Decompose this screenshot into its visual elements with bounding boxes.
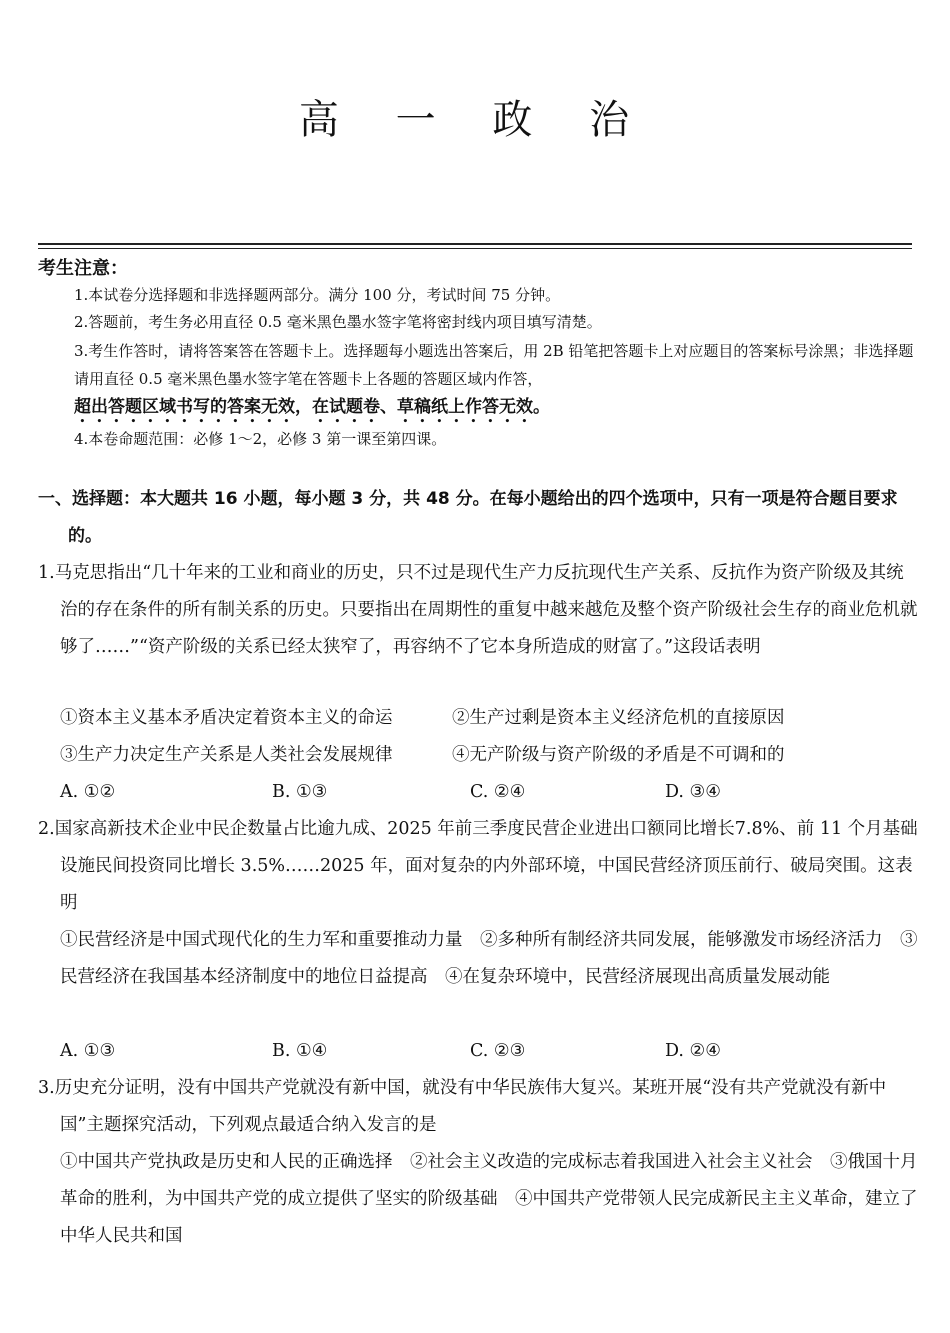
choice-d[interactable]: D. ②④ [665, 1041, 721, 1061]
question-1-statement: ②生产过剩是资本主义经济危机的直接原因 [452, 708, 785, 728]
question-2-statements: ①民营经济是中国式现代化的生力军和重要推动力量 ②多种所有制经济共同发展，能够激发市场经济活力 ③民营经济在我国基本经济制度中的地位日益提高 ④在复杂环境中，民营经济展现出高质量发展动能 [60, 930, 918, 987]
choice-a[interactable]: A. ①③ [60, 1041, 116, 1061]
notice-item-3-emphasis: 超出答题区域书写的答案无效，在试题卷、草稿纸上作答无效。 [74, 397, 550, 417]
choice-d[interactable]: D. ③④ [665, 782, 721, 802]
notice-heading: 考生注意： [38, 258, 128, 279]
choice-c[interactable]: C. ②④ [470, 782, 526, 802]
exam-title: 高 一 政 治 [298, 97, 652, 143]
section-heading: 一、选择题：本大题共 16 小题，每小题 3 分，共 48 分。在每小题给出的四个选项中，只有一项是符合题目要求的。 [38, 489, 898, 546]
header-rule-thin [38, 248, 912, 249]
notice-item-4: 4.本卷命题范围：必修 1～2，必修 3 第一课至第四课。 [74, 430, 447, 448]
question-1-statement: ①资本主义基本矛盾决定着资本主义的命运 [60, 708, 393, 728]
choice-a[interactable]: A. ①② [60, 782, 116, 802]
notice-item-3-text: 3.考生作答时，请将答案答在答题卡上。选择题每小题选出答案后，用 2B 铅笔把答题卡上对应题目的答案标号涂黑；非选择题请用直径 0.5 毫米黑色墨水签字笔在答题卡上各题的答题区域内作答， [74, 342, 914, 388]
choice-c[interactable]: C. ②③ [470, 1041, 526, 1061]
choice-b[interactable]: B. ①③ [272, 782, 328, 802]
question-1-statement: ③生产力决定生产关系是人类社会发展规律 [60, 745, 393, 765]
header-rule-thick [38, 243, 912, 245]
notice-item-3 [74, 337, 914, 427]
choice-b[interactable]: B. ①④ [272, 1041, 328, 1061]
notice-item-2: 2.答题前，考生务必用直径 0.5 毫米黑色墨水签字笔将密封线内项目填写清楚。 [74, 313, 602, 331]
question-2-stem: 2.国家高新技术企业中民企数量占比逾九成、2025 年前三季度民营企业进出口额同比增长7.8%、前 11 个月基础设施民间投资同比增长 3.5%……2025 年，面对复杂的内外部环境，中国民营经济顶压前行、破局突围。这表明 [38, 819, 918, 913]
question-1-statements [60, 700, 920, 774]
question-1-stem: 1.马克思指出“几十年来的工业和商业的历史，只不过是现代生产力反抗现代生产关系、反抗作为资产阶级及其统治的存在条件的所有制关系的历史。只要指出在周期性的重复中越来越危及整个资产阶级社会生存的商业危机就够了……”“资产阶级的关系已经太狭窄了，再容纳不了它本身所造成的财富了。”这段话表明 [38, 563, 918, 657]
question-3-statements: ①中国共产党执政是历史和人民的正确选择 ②社会主义改造的完成标志着我国进入社会主义社会 ③俄国十月革命的胜利，为中国共产党的成立提供了坚实的阶级基础 ④中国共产党带领人民完成新民主主义革命，建立了中华人民共和国 [60, 1152, 918, 1246]
notice-item-1: 1.本试卷分选择题和非选择题两部分。满分 100 分，考试时间 75 分钟。 [74, 286, 561, 304]
question-3-stem: 3.历史充分证明，没有中国共产党就没有新中国，就没有中华民族伟大复兴。某班开展“没有共产党就没有新中国”主题探究活动，下列观点最适合纳入发言的是 [38, 1078, 887, 1135]
question-1-statement: ④无产阶级与资产阶级的矛盾是不可调和的 [452, 745, 785, 765]
